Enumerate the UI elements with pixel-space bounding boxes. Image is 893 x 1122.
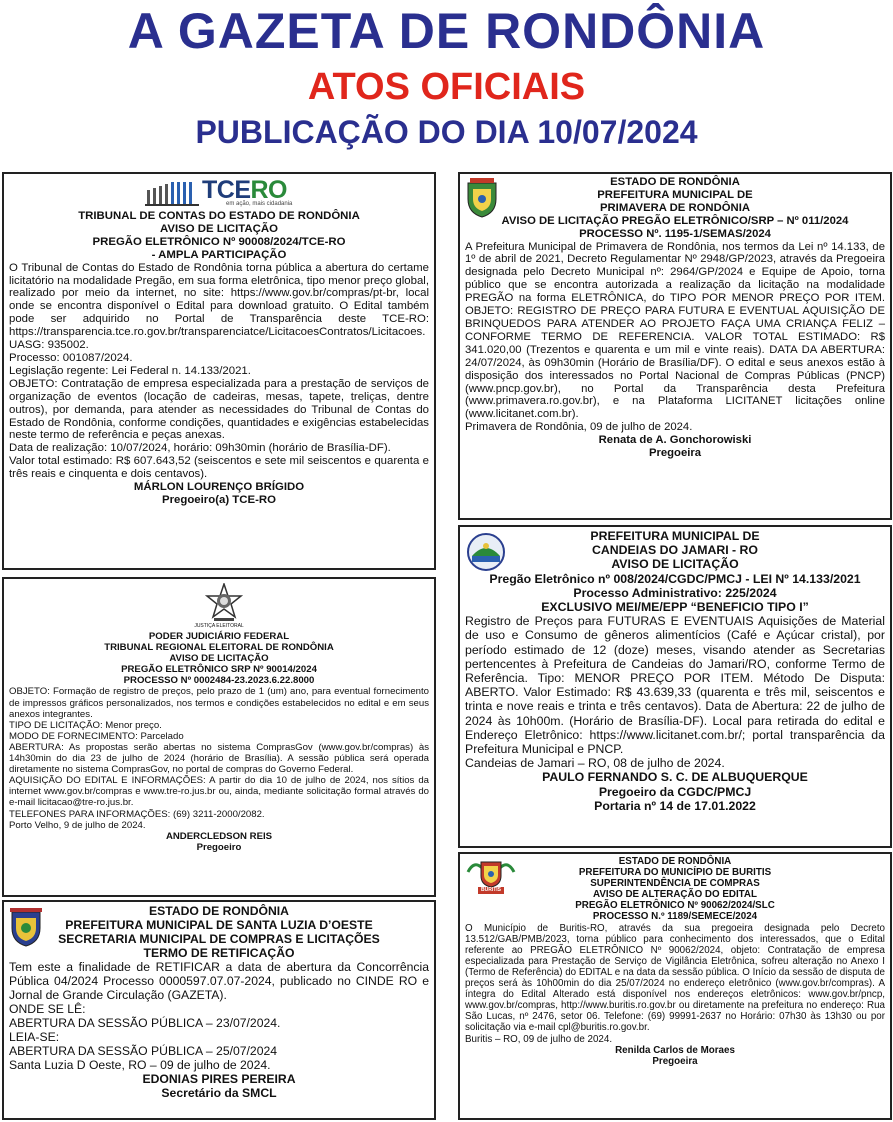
paragraph-process: Processo: 001087/2024. [9, 351, 133, 364]
logo-tagline: em ação, mais cidadania [226, 201, 293, 207]
paragraph-read-as: LEIA-SE: [9, 1030, 60, 1044]
heading-state: ESTADO DE RONDÔNIA [149, 904, 289, 918]
paragraph-new-date: ABERTURA DA SESSÃO PÚBLICA – 25/07/2024 [9, 1044, 278, 1058]
paragraph-body: O Município de Buritis-RO, através da sua pregoeira designada pelo Decreto 13.512/GAB/PMB/2023, torna público para conhecimento dos interessados, que o Edital referente ao PREGÃO ELETRÔNICO Nº 90062/2024, objeto: Contratação de empresa especializada para Prestação de Serviço de Vigilância Eletrônica, sofreu alteração no Anexo I (Termo de Referência) do EDITAL e na data da sessão pública. O Início da sessão de disputa de preços será às 10h00min do dia 25/07/2024 no endereço eletrônico (www.gov.br/compras). A íntegra do Edital Alterado está disponível nos endereços eletrônicos: www.gov.br/pncp, www.gov.br/compras, http://www.buritis.ro.gov.br ou diretamente na prefeitura no endereço: Rua São Lucas, nº 2476, setor 06. Telefone: (69) 99991-2637 no Horário: 07h30 às 13h30 ou por solicitação via e-mail cpl@buritis.ro.gov.br. [465, 922, 885, 1034]
paragraph-object: OBJETO: Formação de registro de preços, pelo prazo de 1 (um) ano, para eventual fornecimento de impressos gráficos personalizados, nos termos e condições estabelecidos no edital e em seus anexos integrantes. [9, 686, 429, 720]
heading-prefecture: PREFEITURA MUNICIPAL DE [590, 529, 760, 543]
signer-name: ANDERCLEDSON REIS [165, 830, 273, 842]
heading-prefecture: PREFEITURA MUNICIPAL DE SANTA LUZIA D’OESTE [65, 918, 373, 932]
paragraph-place-date: Buritis – RO, 09 de julho de 2024. [465, 1033, 613, 1045]
candeias-coat-of-arms-icon [466, 532, 506, 572]
heading-auction: Pregão Eletrônico nº 008/2024/CGDC/PMCJ - LEI Nº 14.133/2021 [489, 571, 861, 586]
santa-luzia-coat-of-arms-icon [8, 908, 44, 948]
paragraph-date: Data de realização: 10/07/2024, horário: 09h30min (horário de Brasília-DF). [9, 442, 391, 455]
paragraph-acquisition: AQUISIÇÃO DO EDITAL E INFORMAÇÕES: A partir do dia 10 de julho de 2024, nos sítios da internet www.gov.br/compras e www.tre-ro.jus.br ou, ainda, mediante solicitação formal através do e-mail licitacao@tre-ro.jus.br. [9, 775, 429, 809]
publication-date: PUBLICAÇÃO DO DIA 10/07/2024 [195, 114, 698, 150]
heading-tribunal: TRIBUNAL REGIONAL ELEITORAL DE RONDÔNIA [104, 642, 334, 654]
logo-text-ro: RO [250, 176, 287, 204]
signer-name: EDONIAS PIRES PEREIRA [142, 1072, 296, 1086]
notice-santa-luzia [2, 900, 436, 1120]
notice-tce-ro [2, 172, 436, 570]
heading-notice: AVISO DE LICITAÇÃO [160, 222, 278, 235]
notice-primavera [458, 172, 892, 520]
paragraph-body: A Prefeitura Municipal de Primavera de Rondônia, nos termos da Lei nº 14.133, de 1º de abril de 2021, Decreto Regulamentar Nº 2948/GP/2023, através da Pregoeira designada pelo Decreto Municipal nº: 2964/GP/2024 e Equipe de Apoio, torna público que se encontra autorizada a realização da licitação na modalidade PREGÃO na forma ELETRÔNICA, do TIPO POR MENOR PREÇO POR ITEM. OBJETO: REGISTRO DE PREÇO PARA FUTURA E EVENTUAL AQUISIÇÃO DE BRINQUEDOS PARA ATENDER AO PROJETO FAÇA UMA CRIANÇA FELIZ – CONFORME TERMO DE REFERENCIA. VALOR TOTAL ESTIMADO: R$ 341.020,00 (Trezentos e quarenta e um mil e vinte reais). DATA DA ABERTURA: 24/07/2024, às 09h30min (Horário de Brasília/DF). O edital e seus anexos estão à disposição dos interessados no Portal Nacional de Compras Públicas (PNCP) (www.pncp.gov.br), no Portal da Transparência desta Prefeitura (www.primavera.ro.gov.br), e na Plataforma LICITANET licitações online (www.licitanet.com.br). [465, 240, 885, 421]
signer-role: Secretário da SMCL [161, 1086, 277, 1100]
signer-role: Pregoeiro da CGDC/PMCJ [598, 784, 752, 799]
paragraph-where-reads: ONDE SE LÊ: [9, 1002, 86, 1016]
heading-exclusive: EXCLUSIVO MEI/ME/EPP “BENEFICIO TIPO I” [541, 600, 809, 615]
heading-process: PROCESSO N.º 1189/SEMECE/2024 [592, 911, 758, 923]
building-icon [145, 180, 199, 206]
buritis-coat-of-arms [466, 858, 516, 896]
paragraph-place-date: Primavera de Rondônia, 09 de julho de 2024. [465, 421, 693, 434]
paragraph-object: OBJETO: Contratação de empresa especializada para a prestação de serviços de organização de eventos (locação de cadeiras, mesas, tapete, treliças, dentre outros), por demanda, para atender as necessidades do Tribunal de Contas do Estado de Rondônia, conforme condições, quantidades e exigências estabelecidas neste termo de referência e peças anexas. [9, 377, 429, 442]
national-coat-of-arms-icon [204, 583, 244, 623]
heading-auction: PREGÃO ELETRÔNICO Nº 90008/2024/TCE-RO [92, 235, 346, 248]
notice-buritis [458, 852, 892, 1120]
paragraph-type: TIPO DE LICITAÇÃO: Menor preço. [9, 719, 162, 731]
heading-rectification: TERMO DE RETIFICAÇÃO [143, 946, 295, 960]
signer-role: Pregoeiro [196, 841, 242, 853]
heading-secretariat: SECRETARIA MUNICIPAL DE COMPRAS E LICITAÇÕES [58, 932, 380, 946]
primavera-coat-of-arms-icon [464, 177, 500, 219]
heading-notice: AVISO DE ALTERAÇÃO DO EDITAL [592, 889, 757, 901]
heading-municipality: PRIMAVERA DE RONDÔNIA [599, 201, 750, 214]
paragraph-value: Valor total estimado: R$ 607.643,52 (seiscentos e sete mil seiscentos e quarenta e três reais e cinquenta e dois centavos). [9, 455, 429, 481]
paragraph-law: Legislação regente: Lei Federal n. 14.133/2021. [9, 364, 251, 377]
paragraph-opening: ABERTURA: As propostas serão abertas no sistema ComprasGov (www.gov.br/compras) às 14h30min do dia 23 de julho de 2024 (horário de Brasília). A sessão pública será operada diretamente no sistema ComprasGov, no portal de compras do Governo Federal. [9, 741, 429, 776]
buritis-coat-of-arms-icon [466, 858, 516, 888]
heading-participation: - AMPLA PARTICIPAÇÃO [151, 248, 287, 261]
signer-ordinance: Portaria nº 14 de 17.01.2022 [594, 798, 756, 813]
justica-eleitoral-logo [9, 581, 429, 631]
heading-notice: AVISO DE LICITAÇÃO [169, 653, 269, 665]
heading-notice: AVISO DE LICITAÇÃO [611, 557, 739, 572]
paragraph-place-date: Porto Velho, 9 de julho de 2024. [9, 819, 146, 831]
paragraph-phones: TELEFONES PARA INFORMAÇÕES: (69) 3211-2000/2082. [9, 808, 265, 820]
signer-role: Pregoeira [648, 447, 702, 460]
heading-prefecture: PREFEITURA DO MUNICÍPIO DE BURITIS [578, 867, 772, 879]
paragraph-body: Registro de Preços para FUTURAS E EVENTUAIS Aquisições de Material de uso e Consumo de gêneros alimentícios (Café e Açúcar cristal), por período estimado de 12 (doze) meses, visando atender as Secretarias pertencentes à Prefeitura de Candeias do Jamari/RO, conforme Termo de Referência. Tipo: MENOR PREÇO POR ITEM. Método De Disputa: ABERTO. Valor Estimado: R$ 43.639,33 (quarenta e três mil, seiscentos e trinta e nove reais e trinta e três centavos). Data de Abertura: 22 de julho de 2024 às 10h00m. (Horário de Brasília-DF). Local para retirada do edital e Endereço Eletrônico: https://www.licitanet.com.br/; portal transparência da Prefeitura Municipal e PNCP. [465, 614, 885, 757]
heading-auction: PREGÃO ELETRÔNICO Nº 90062/2024/SLC [575, 900, 775, 912]
notice-candeias [458, 525, 892, 848]
paragraph-supply-mode: MODO DE FORNECIMENTO: Parcelado [9, 730, 184, 742]
paragraph-place-date: Santa Luzia D Oeste, RO – 09 de julho de 2024. [9, 1058, 271, 1072]
signer-role: Pregoeira [652, 1055, 698, 1067]
heading-judiciary: PODER JUDICIÁRIO FEDERAL [148, 631, 290, 642]
paragraph-intro: O Tribunal de Contas do Estado de Rondônia torna pública a abertura do certame licitatório na modalidade Pregão, em sua forma eletrônica, tipo menor preço global, realizado por meio da internet, no site: https://www.gov.br/compras/pt-br, local onde se encontra disponível o Edital para download gratuito. O Edital também pode ser adquirido no Portal de Transparência deste TCE-RO: https://transparencia.tce.ro.gov.br/transparenciatce/LicitacoesContratos/Licitacoes. [9, 261, 429, 339]
paragraph-place-date: Candeias de Jamari – RO, 08 de julho de 2024. [465, 756, 725, 771]
heading-auction: PREGÃO ELETRÔNICO SRP Nº 90014/2024 [121, 664, 317, 676]
signer-name: Renilda Carlos de Moraes [615, 1044, 735, 1056]
heading-auction: AVISO DE LICITAÇÃO PREGÃO ELETRÔNICO/SRP – Nº 011/2024 [501, 214, 849, 227]
paragraph-intro: Tem este a finalidade de RETIFICAR a data de abertura da Concorrência Pública 04/2024 Processo 0000597.07.07-2024, publicado no CINDE RO e Jornal de Grande Circulação (GAZETA). [9, 960, 429, 1002]
paragraph-uasg: UASG: 935002. [9, 339, 89, 352]
section-title: ATOS OFICIAIS [307, 66, 586, 108]
paragraph-old-date: ABERTURA DA SESSÃO PÚBLICA – 23/07/2024. [9, 1016, 281, 1030]
heading-process: PROCESSO Nº 0002484-23.2023.6.22.8000 [123, 675, 315, 687]
logo-caption: JUSTIÇA ELEITORAL [194, 623, 244, 629]
logo-text-tce: TCE [202, 176, 251, 204]
heading-process: PROCESSO Nº. 1195-1/SEMAS/2024 [579, 227, 771, 240]
logo-banner: BURITIS [478, 887, 504, 894]
heading-state: ESTADO DE RONDÔNIA [618, 856, 732, 867]
heading-court: TRIBUNAL DE CONTAS DO ESTADO DE RONDÔNIA [78, 210, 360, 222]
notice-tre-ro [2, 577, 436, 897]
heading-prefecture: PREFEITURA MUNICIPAL DE [597, 188, 753, 201]
tce-ro-logo [9, 176, 429, 210]
heading-process: Processo Administrativo: 225/2024 [573, 585, 777, 600]
heading-municipality: CANDEIAS DO JAMARI - RO [591, 543, 758, 558]
heading-superintendence: SUPERINTENDÊNCIA DE COMPRAS [590, 878, 760, 890]
signer-name: PAULO FERNANDO S. C. DE ALBUQUERQUE [542, 770, 808, 785]
signer-name: MÁRLON LOURENÇO BRÍGIDO [133, 481, 305, 494]
newspaper-title: A GAZETA DE RONDÔNIA [127, 3, 766, 59]
signer-role: Pregoeiro(a) TCE-RO [162, 493, 276, 506]
signer-name: Renata de A. Gonchorowiski [598, 434, 752, 447]
heading-state: ESTADO DE RONDÔNIA [610, 176, 740, 188]
